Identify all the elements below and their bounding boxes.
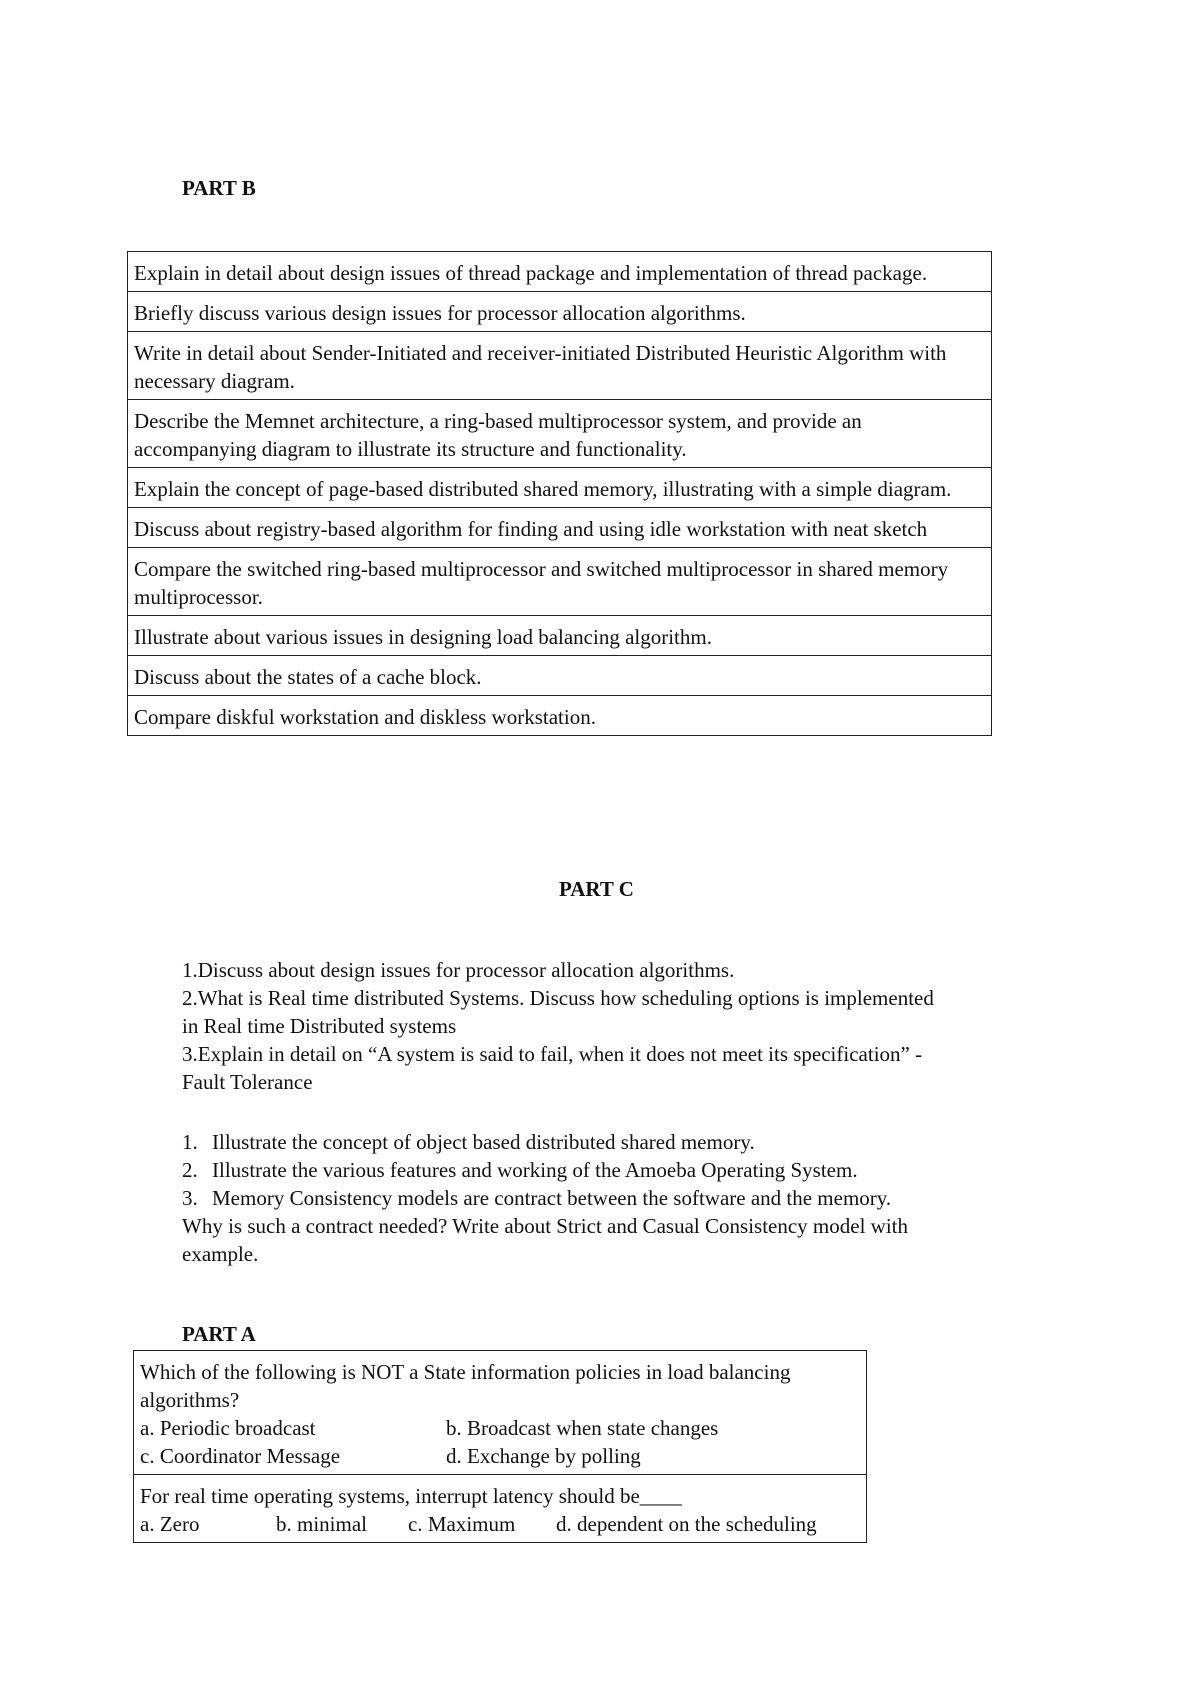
list-item-text: What is Real time distributed Systems. Discuss how scheduling options is implemented in Real time Distributed systems xyxy=(182,986,934,1038)
part-b-question-10: Compare diskful workstation and diskless workstation. xyxy=(128,696,992,736)
list-item xyxy=(182,984,942,1040)
part-b-question-8: Illustrate about various issues in designing load balancing algorithm. xyxy=(128,616,992,656)
option-c: c. Coordinator Message xyxy=(140,1444,341,1468)
table-row xyxy=(128,656,992,696)
part-a-question-1 xyxy=(134,1351,867,1475)
table-row xyxy=(128,696,992,736)
list-item xyxy=(182,1184,1022,1212)
option-d: d. Exchange by polling xyxy=(446,1444,641,1468)
list-item-text: Illustrate the various features and working of the Amoeba Operating System. xyxy=(212,1158,858,1182)
part-b-question-6: Discuss about registry-based algorithm for finding and using idle workstation with neat sketch xyxy=(128,508,992,548)
question-options xyxy=(140,1510,860,1538)
list-item-number: 1. xyxy=(182,958,198,982)
table-row xyxy=(134,1475,867,1543)
list-item-text: Memory Consistency models are contract between the software and the memory. xyxy=(212,1186,892,1210)
part-b-question-1: Explain in detail about design issues of thread package and implementation of thread package. xyxy=(128,252,992,292)
table-row xyxy=(128,616,992,656)
question-stem: Which of the following is NOT a State information policies in load balancing algorithms? xyxy=(140,1360,791,1412)
option-c: c. Maximum xyxy=(408,1512,516,1536)
option-a: a. Zero xyxy=(140,1512,200,1536)
question-stem: For real time operating systems, interrupt latency should be____ xyxy=(140,1484,682,1508)
table-row xyxy=(128,400,992,468)
question-options xyxy=(140,1414,860,1470)
list-item xyxy=(182,1156,1022,1184)
list-item-number: 2. xyxy=(182,1158,198,1182)
list-item xyxy=(182,956,942,984)
part-a-heading: PART A xyxy=(182,1322,256,1346)
list-item xyxy=(182,1040,942,1096)
part-b-question-table xyxy=(127,251,992,736)
list-item-text: Illustrate the concept of object based distributed shared memory. xyxy=(212,1130,755,1154)
table-row xyxy=(128,548,992,616)
list-item-text: Discuss about design issues for processor allocation algorithms. xyxy=(197,958,735,982)
part-b-question-4: Describe the Memnet architecture, a ring-based multiprocessor system, and provide an accompanying diagram to illustrate its structure and functionality. xyxy=(128,400,992,468)
part-b-question-3: Write in detail about Sender-Initiated and receiver-initiated Distributed Heuristic Algorithm with necessary diagram. xyxy=(128,332,992,400)
option-b: b. minimal xyxy=(276,1512,367,1536)
list-item-number: 2. xyxy=(182,986,198,1010)
table-row xyxy=(128,292,992,332)
part-a-question-2 xyxy=(134,1475,867,1543)
option-a: a. Periodic broadcast xyxy=(140,1416,316,1440)
list-item-continuation: Why is such a contract needed? Write about Strict and Casual Consistency model with example. xyxy=(182,1214,908,1266)
part-b-question-2: Briefly discuss various design issues for processor allocation algorithms. xyxy=(128,292,992,332)
list-item-number: 3. xyxy=(182,1042,198,1066)
part-b-question-9: Discuss about the states of a cache block. xyxy=(128,656,992,696)
list-item-number: 3. xyxy=(182,1186,198,1210)
part-b-heading: PART B xyxy=(182,176,256,200)
option-d: d. dependent on the scheduling xyxy=(556,1512,817,1536)
part-a-question-table xyxy=(133,1350,867,1543)
list-item xyxy=(182,1128,1022,1156)
list-item-number: 1. xyxy=(182,1130,198,1154)
table-row xyxy=(128,508,992,548)
part-c-heading: PART C xyxy=(559,877,634,901)
part-b-question-5: Explain the concept of page-based distributed shared memory, illustrating with a simple diagram. xyxy=(128,468,992,508)
list-item-text: Explain in detail on “A system is said to fail, when it does not meet its specification” -Fault Tolerance xyxy=(182,1042,923,1094)
option-b: b. Broadcast when state changes xyxy=(446,1416,719,1440)
part-b-question-7: Compare the switched ring-based multiprocessor and switched multiprocessor in shared memory multiprocessor. xyxy=(128,548,992,616)
part-c-list-1 xyxy=(182,956,942,1096)
table-row xyxy=(128,468,992,508)
table-row xyxy=(128,252,992,292)
part-c-list-2 xyxy=(182,1128,1022,1268)
table-row xyxy=(134,1351,867,1475)
table-row xyxy=(128,332,992,400)
